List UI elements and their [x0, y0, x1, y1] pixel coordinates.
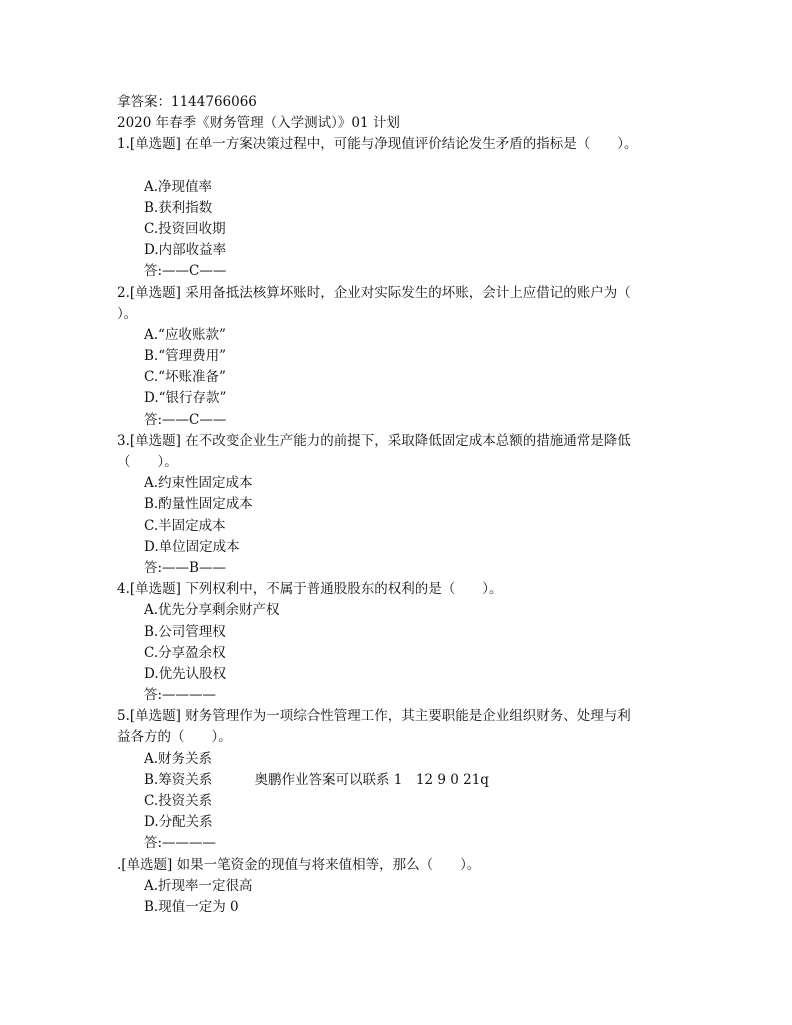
- answer-line: 答:——B——: [144, 559, 226, 576]
- option-a: A.优先分享剩余财产权: [144, 602, 280, 619]
- question-stem-continued: ）。: [117, 305, 138, 322]
- question-6: [117, 855, 677, 919]
- option-c: C.投资回收期: [144, 220, 226, 237]
- option-d: D.单位固定成本: [144, 538, 240, 555]
- option-b: B.公司管理权: [144, 623, 226, 640]
- option-a: A.折现率一定很高: [144, 877, 253, 894]
- question-1: [117, 134, 677, 282]
- question-stem-continued: 益各方的（ ）。: [117, 729, 232, 746]
- option-b: B.“管理费用”: [144, 348, 227, 365]
- answer-line: 答:————: [144, 835, 217, 852]
- option-c: C.投资关系: [144, 793, 213, 809]
- question-stem: 5.[单选题] 财务管理作为一项综合性管理工作，其主要职能是企业组织财务、处理与利: [117, 708, 631, 725]
- blank-spacer: [117, 156, 677, 177]
- document-title: 2020 年春季《财务管理（入学测试）》01 计划: [117, 115, 400, 132]
- option-a: A.“应收账款”: [144, 326, 226, 343]
- option-b: B.现值一定为 0: [144, 898, 239, 915]
- option-b-row: [117, 770, 677, 791]
- answer-line: 答:——C——: [144, 411, 227, 428]
- option-d: D.“银行存款”: [144, 390, 227, 407]
- document-page: [117, 92, 677, 918]
- contact-line: 拿答案：1144766066: [117, 94, 257, 110]
- question-stem: 4.[单选题] 下列权利中，不属于普通股股东的权利的是（ ）。: [117, 581, 503, 598]
- option-b: B.酌量性固定成本: [144, 496, 253, 513]
- option-a: A.净现值率: [144, 178, 213, 195]
- option-a: A.财务关系: [144, 750, 213, 767]
- option-c: C.“坏账准备”: [144, 369, 226, 386]
- option-d: D.优先认股权: [144, 665, 227, 682]
- question-3: [117, 431, 677, 579]
- option-c: C.半固定成本: [144, 517, 226, 534]
- option-c: C.分享盈余权: [144, 644, 226, 661]
- question-stem: .[单选题] 如果一笔资金的现值与将来值相等，那么（ ）。: [117, 856, 481, 873]
- answer-line: 答:————: [144, 687, 217, 704]
- option-b: B.获利指数: [144, 199, 213, 216]
- option-b: B.筹资关系: [144, 771, 213, 788]
- question-stem-continued: （ ）。: [117, 454, 178, 470]
- question-5: [117, 706, 677, 854]
- answer-line: 答:——C——: [144, 263, 227, 280]
- contact-note: 奥鹏作业答案可以联系 1 12 9 0 21q: [254, 771, 489, 788]
- question-2: [117, 283, 677, 431]
- question-stem: 2.[单选题] 采用备抵法核算坏账时，企业对实际发生的坏账，会计上应借记的账户为（: [117, 284, 631, 301]
- option-d: D.分配关系: [144, 814, 213, 831]
- question-stem: 1.[单选题] 在单一方案决策过程中，可能与净现值评价结论发生矛盾的指标是（ ）。: [117, 136, 638, 153]
- question-stem: 3.[单选题] 在不改变企业生产能力的前提下，采取降低固定成本总额的措施通常是降低: [117, 432, 631, 449]
- option-d: D.内部收益率: [144, 242, 227, 259]
- option-a: A.约束性固定成本: [144, 475, 253, 492]
- question-4: [117, 579, 677, 706]
